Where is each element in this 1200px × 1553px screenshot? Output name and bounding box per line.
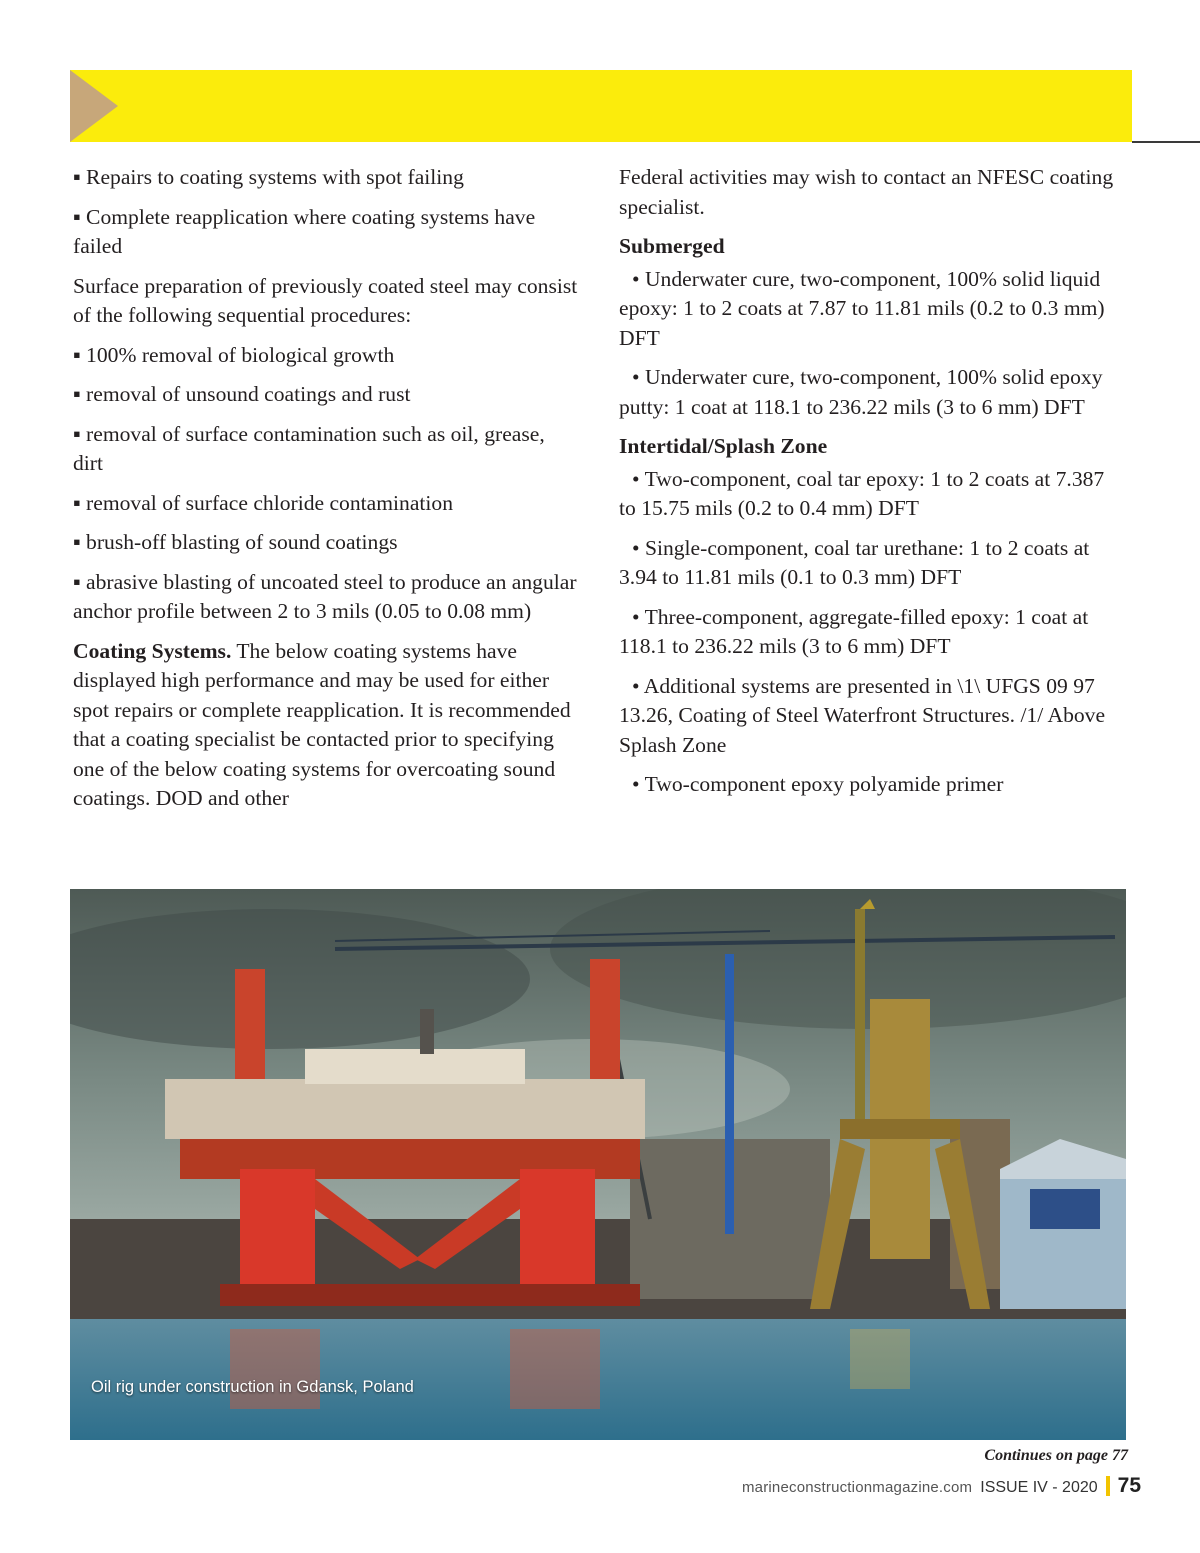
page-number: 75	[1117, 1474, 1141, 1497]
submerged-item: • Underwater cure, two-component, 100% solid liquid epoxy: 1 to 2 coats at 7.87 to 11.81 mils (0.2 to 0.3 mm) DFT	[619, 266, 1105, 350]
continues-note: Continues on page 77	[984, 1447, 1128, 1464]
photo-caption: Oil rig under construction in Gdansk, Poland	[91, 1378, 414, 1396]
splash-item: • Single-component, coal tar urethane: 1 to 2 coats at 3.94 to 11.81 mils (0.1 to 0.3 mm) DFT	[619, 535, 1090, 589]
coating-systems-paragraph	[73, 637, 578, 814]
bullet-complete-reapplication: ▪ Complete reapplication where coating systems have failed	[73, 204, 536, 258]
splash-item: • Two-component epoxy polyamide primer	[632, 772, 1004, 796]
footer-issue: ISSUE IV - 2020	[980, 1479, 1098, 1496]
oil-rig-illustration	[70, 889, 1126, 1440]
step-item: ▪ abrasive blasting of uncoated steel to produce an angular anchor profile between 2 to 3 mils (0.05 to 0.08 mm)	[73, 569, 577, 623]
splash-item: • Additional systems are presented in \1\ UFGS 09 97 13.26, Coating of Steel Waterfront Structures. /1/ Above Splash Zone	[619, 673, 1106, 757]
step-item: ▪ removal of surface chloride contamination	[73, 490, 453, 515]
coating-systems-text: The below coating systems have displayed high performance and may be used for either spot repairs or complete reapplication. It is recommended that a coating specialist be contacted prior to specifying one of the below coating systems for overcoating sound coatings. DOD and other	[73, 638, 571, 810]
step-item: ▪ removal of surface contamination such as oil, grease, dirt	[73, 421, 545, 475]
oil-rig-photo	[70, 889, 1126, 1440]
splash-item: • Three-component, aggregate-filled epoxy: 1 coat at 118.1 to 236.22 mils (3 to 6 mm) DFT	[619, 604, 1089, 658]
footer-divider	[1106, 1476, 1110, 1496]
splash-item: • Two-component, coal tar epoxy: 1 to 2 coats at 7.387 to 15.75 mils (0.2 to 0.4 mm) DFT	[619, 466, 1105, 520]
header-banner	[70, 70, 1132, 142]
header-rule	[1132, 141, 1200, 143]
submerged-heading: Submerged	[619, 234, 725, 258]
submerged-item: • Underwater cure, two-component, 100% solid epoxy putty: 1 coat at 118.1 to 236.22 mils (3 to 6 mm) DFT	[619, 365, 1103, 419]
surface-prep-intro: Surface preparation of previously coated steel may consist of the following sequential procedures:	[73, 273, 578, 327]
page-footer	[742, 1474, 1141, 1498]
banner-arrow-icon	[70, 70, 118, 142]
footer-site: marineconstructionmagazine.com	[741, 1479, 973, 1496]
continuation-text: Federal activities may wish to contact an NFESC coating specialist.	[619, 165, 1114, 219]
coating-systems-heading: Coating Systems.	[73, 638, 232, 663]
step-item: ▪ 100% removal of biological growth	[73, 342, 395, 367]
right-column	[619, 163, 1119, 810]
bullet-spot-failing: ▪ Repairs to coating systems with spot failing	[73, 165, 464, 189]
step-item: ▪ brush-off blasting of sound coatings	[73, 530, 398, 554]
step-item: ▪ removal of unsound coatings and rust	[73, 382, 411, 406]
left-column	[73, 163, 578, 824]
splash-zone-heading: Intertidal/Splash Zone	[619, 434, 828, 458]
